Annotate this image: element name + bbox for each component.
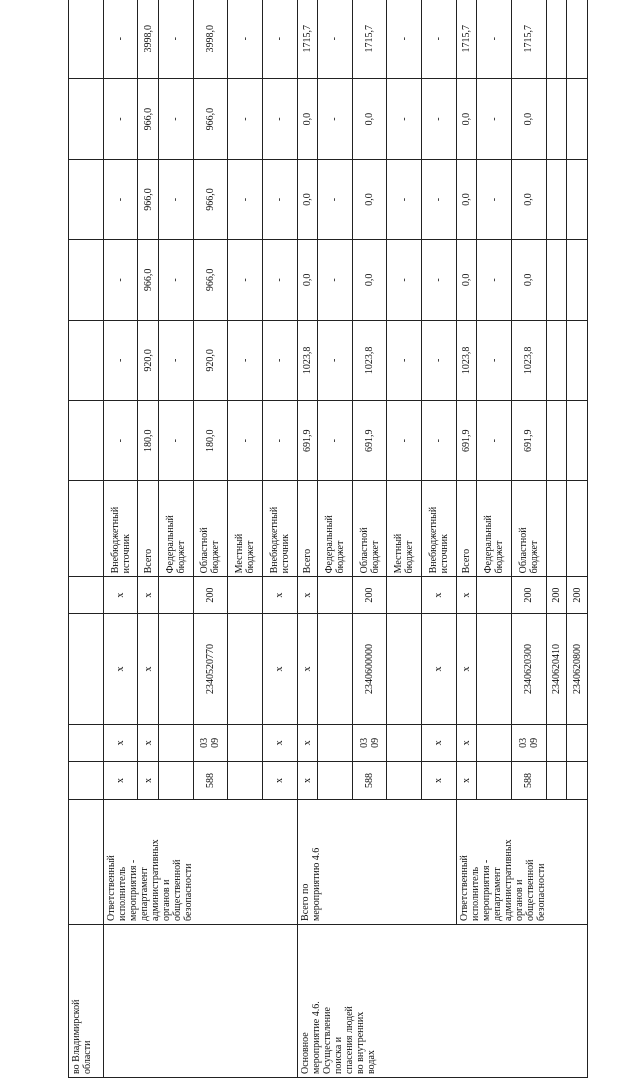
target-article-cell <box>387 613 422 725</box>
value-cell <box>546 240 567 320</box>
funding-source-cell: Областной бюджет <box>512 481 547 577</box>
value-cell: - <box>318 79 353 159</box>
value-cell: 966,0 <box>193 159 228 239</box>
section-code-cell: 03 09 <box>512 725 547 761</box>
section-code-cell: х <box>103 725 138 761</box>
value-cell: - <box>477 320 512 400</box>
grbs-code-cell <box>546 761 567 800</box>
table-row <box>69 0 104 1078</box>
value-cell: 1023,8 <box>512 320 547 400</box>
expense-type-cell <box>69 577 104 613</box>
budget-table <box>68 0 588 1078</box>
executor-cell: Ответственный исполнитель мероприятия - департамент административных органов и общественной безопасности <box>456 800 587 925</box>
value-cell: - <box>262 79 297 159</box>
value-cell <box>69 240 104 320</box>
value-cell <box>546 79 567 159</box>
target-article-cell: х <box>138 613 159 725</box>
event-name-cell: во Владимирской области <box>69 924 104 1077</box>
value-cell <box>567 159 588 239</box>
expense-type-cell: 200 <box>512 577 547 613</box>
expense-type-cell: х <box>297 577 318 613</box>
funding-source-cell: Внебюджетный источник <box>103 481 138 577</box>
value-cell <box>69 401 104 481</box>
value-cell: 0,0 <box>297 240 318 320</box>
grbs-code-cell: х <box>422 761 457 800</box>
value-cell: - <box>422 240 457 320</box>
value-cell <box>546 159 567 239</box>
value-cell: - <box>387 0 422 79</box>
grbs-code-cell: 588 <box>352 761 387 800</box>
value-cell: 966,0 <box>193 240 228 320</box>
target-article-cell: х <box>297 613 318 725</box>
funding-source-cell: Всего <box>456 481 477 577</box>
grbs-code-cell <box>69 761 104 800</box>
value-cell: 3998,0 <box>138 0 159 79</box>
value-cell: - <box>262 401 297 481</box>
value-cell: 920,0 <box>193 320 228 400</box>
value-cell: 691,9 <box>297 401 318 481</box>
value-cell: 1715,7 <box>512 0 547 79</box>
grbs-code-cell <box>567 761 588 800</box>
value-cell: - <box>228 79 263 159</box>
value-cell: 0,0 <box>352 79 387 159</box>
value-cell: 1023,8 <box>456 320 477 400</box>
grbs-code-cell <box>158 761 193 800</box>
value-cell: - <box>103 320 138 400</box>
event-name-cell: Основное мероприятие 4.6. Осуществление поиска и спасения людей во внутренних водах <box>297 924 587 1077</box>
grbs-code-cell <box>318 761 353 800</box>
value-cell <box>69 0 104 79</box>
expense-type-cell <box>318 577 353 613</box>
target-article-cell: х <box>103 613 138 725</box>
value-cell: - <box>477 401 512 481</box>
event-name-cell <box>103 924 297 1077</box>
expense-type-cell: х <box>138 577 159 613</box>
section-code-cell: 03 09 <box>352 725 387 761</box>
expense-type-cell: х <box>103 577 138 613</box>
value-cell: - <box>262 320 297 400</box>
value-cell <box>69 79 104 159</box>
funding-source-cell: Федеральный бюджет <box>318 481 353 577</box>
value-cell: - <box>422 320 457 400</box>
value-cell: - <box>387 79 422 159</box>
value-cell: - <box>158 159 193 239</box>
value-cell <box>546 320 567 400</box>
expense-type-cell <box>228 577 263 613</box>
value-cell: - <box>422 159 457 239</box>
value-cell: - <box>422 401 457 481</box>
grbs-code-cell <box>477 761 512 800</box>
value-cell: 966,0 <box>138 159 159 239</box>
funding-source-cell: Всего <box>297 481 318 577</box>
value-cell: - <box>228 401 263 481</box>
expense-type-cell: х <box>456 577 477 613</box>
value-cell: - <box>422 0 457 79</box>
value-cell: 691,9 <box>456 401 477 481</box>
value-cell: 1715,7 <box>352 0 387 79</box>
value-cell: 0,0 <box>512 159 547 239</box>
value-cell: - <box>158 0 193 79</box>
funding-source-cell: Федеральный бюджет <box>158 481 193 577</box>
value-cell: - <box>262 159 297 239</box>
value-cell <box>567 401 588 481</box>
value-cell: 180,0 <box>138 401 159 481</box>
section-code-cell <box>567 725 588 761</box>
target-article-cell: х <box>422 613 457 725</box>
value-cell: - <box>262 0 297 79</box>
value-cell: - <box>318 320 353 400</box>
value-cell: 691,9 <box>352 401 387 481</box>
value-cell <box>567 79 588 159</box>
section-code-cell <box>228 725 263 761</box>
section-code-cell: 03 09 <box>193 725 228 761</box>
grbs-code-cell: 588 <box>512 761 547 800</box>
grbs-code-cell: х <box>456 761 477 800</box>
value-cell: 966,0 <box>193 79 228 159</box>
value-cell: 920,0 <box>138 320 159 400</box>
value-cell: 966,0 <box>138 79 159 159</box>
value-cell <box>567 0 588 79</box>
table-row <box>103 0 138 1078</box>
section-code-cell: х <box>456 725 477 761</box>
target-article-cell: х <box>262 613 297 725</box>
funding-source-cell: Местный бюджет <box>228 481 263 577</box>
target-article-cell: х <box>456 613 477 725</box>
value-cell <box>69 159 104 239</box>
value-cell: 0,0 <box>456 79 477 159</box>
value-cell: - <box>387 401 422 481</box>
value-cell: - <box>477 0 512 79</box>
value-cell: - <box>103 0 138 79</box>
value-cell: - <box>422 79 457 159</box>
executor-cell: Ответственный исполнитель мероприятия - департамент административных органов и общественной безопасности <box>103 800 297 925</box>
funding-source-cell <box>69 481 104 577</box>
value-cell: - <box>318 0 353 79</box>
value-cell: - <box>318 159 353 239</box>
value-cell <box>567 320 588 400</box>
grbs-code-cell: 588 <box>193 761 228 800</box>
grbs-code-cell <box>387 761 422 800</box>
value-cell: 0,0 <box>297 79 318 159</box>
grbs-code-cell: х <box>262 761 297 800</box>
value-cell: - <box>158 79 193 159</box>
target-article-cell: 2340620800 <box>567 613 588 725</box>
section-code-cell: х <box>422 725 457 761</box>
executor-cell: Всего по мероприятию 4.6 <box>297 800 456 925</box>
value-cell: - <box>228 320 263 400</box>
value-cell: - <box>158 320 193 400</box>
table-row <box>297 0 318 1078</box>
grbs-code-cell: х <box>138 761 159 800</box>
section-code-cell <box>318 725 353 761</box>
expense-type-cell: х <box>422 577 457 613</box>
grbs-code-cell: х <box>297 761 318 800</box>
expense-type-cell <box>387 577 422 613</box>
expense-type-cell: 200 <box>567 577 588 613</box>
grbs-code-cell: х <box>103 761 138 800</box>
section-code-cell: х <box>138 725 159 761</box>
expense-type-cell <box>477 577 512 613</box>
section-code-cell <box>546 725 567 761</box>
funding-source-cell: Местный бюджет <box>387 481 422 577</box>
value-cell: - <box>477 240 512 320</box>
expense-type-cell: 200 <box>193 577 228 613</box>
target-article-cell: 2340620300 <box>512 613 547 725</box>
value-cell: 0,0 <box>352 159 387 239</box>
value-cell <box>69 320 104 400</box>
funding-source-cell <box>546 481 567 577</box>
value-cell: - <box>387 320 422 400</box>
value-cell: 1023,8 <box>297 320 318 400</box>
value-cell: - <box>477 79 512 159</box>
value-cell: - <box>477 159 512 239</box>
section-code-cell: х <box>297 725 318 761</box>
value-cell <box>546 0 567 79</box>
target-article-cell: 2340620410 <box>546 613 567 725</box>
executor-cell <box>69 800 104 925</box>
funding-source-cell <box>567 481 588 577</box>
value-cell: 1023,8 <box>352 320 387 400</box>
table-row <box>456 0 477 1078</box>
value-cell: - <box>262 240 297 320</box>
value-cell: 1715,7 <box>297 0 318 79</box>
expense-type-cell: х <box>262 577 297 613</box>
value-cell: 0,0 <box>456 240 477 320</box>
value-cell: 180,0 <box>193 401 228 481</box>
value-cell: - <box>158 240 193 320</box>
value-cell <box>567 240 588 320</box>
value-cell: 0,0 <box>456 159 477 239</box>
value-cell: 3998,0 <box>193 0 228 79</box>
value-cell: - <box>228 240 263 320</box>
value-cell: 0,0 <box>512 79 547 159</box>
value-cell: 691,9 <box>512 401 547 481</box>
target-article-cell <box>477 613 512 725</box>
value-cell: 966,0 <box>138 240 159 320</box>
section-code-cell <box>158 725 193 761</box>
value-cell: - <box>103 79 138 159</box>
section-code-cell <box>69 725 104 761</box>
target-article-cell <box>158 613 193 725</box>
value-cell: 0,0 <box>297 159 318 239</box>
value-cell: 1715,7 <box>456 0 477 79</box>
funding-source-cell: Областной бюджет <box>193 481 228 577</box>
target-article-cell <box>228 613 263 725</box>
funding-source-cell: Всего <box>138 481 159 577</box>
value-cell: - <box>387 159 422 239</box>
value-cell: - <box>103 159 138 239</box>
value-cell <box>546 401 567 481</box>
value-cell: - <box>158 401 193 481</box>
expense-type-cell: 200 <box>352 577 387 613</box>
table-body <box>69 0 588 1078</box>
funding-source-cell: Внебюджетный источник <box>262 481 297 577</box>
value-cell: - <box>318 240 353 320</box>
value-cell: - <box>228 0 263 79</box>
funding-source-cell: Внебюджетный источник <box>422 481 457 577</box>
funding-source-cell: Федеральный бюджет <box>477 481 512 577</box>
value-cell: - <box>318 401 353 481</box>
target-article-cell: 2340600000 <box>352 613 387 725</box>
value-cell: - <box>103 401 138 481</box>
value-cell: 0,0 <box>352 240 387 320</box>
expense-type-cell: 200 <box>546 577 567 613</box>
value-cell: - <box>228 159 263 239</box>
expense-type-cell <box>158 577 193 613</box>
budget-table-frame <box>68 0 588 1078</box>
section-code-cell: х <box>262 725 297 761</box>
section-code-cell <box>477 725 512 761</box>
target-article-cell <box>318 613 353 725</box>
grbs-code-cell <box>228 761 263 800</box>
value-cell: 0,0 <box>512 240 547 320</box>
target-article-cell <box>69 613 104 725</box>
section-code-cell <box>387 725 422 761</box>
funding-source-cell: Областной бюджет <box>352 481 387 577</box>
target-article-cell: 2340520770 <box>193 613 228 725</box>
value-cell: - <box>103 240 138 320</box>
value-cell: - <box>387 240 422 320</box>
